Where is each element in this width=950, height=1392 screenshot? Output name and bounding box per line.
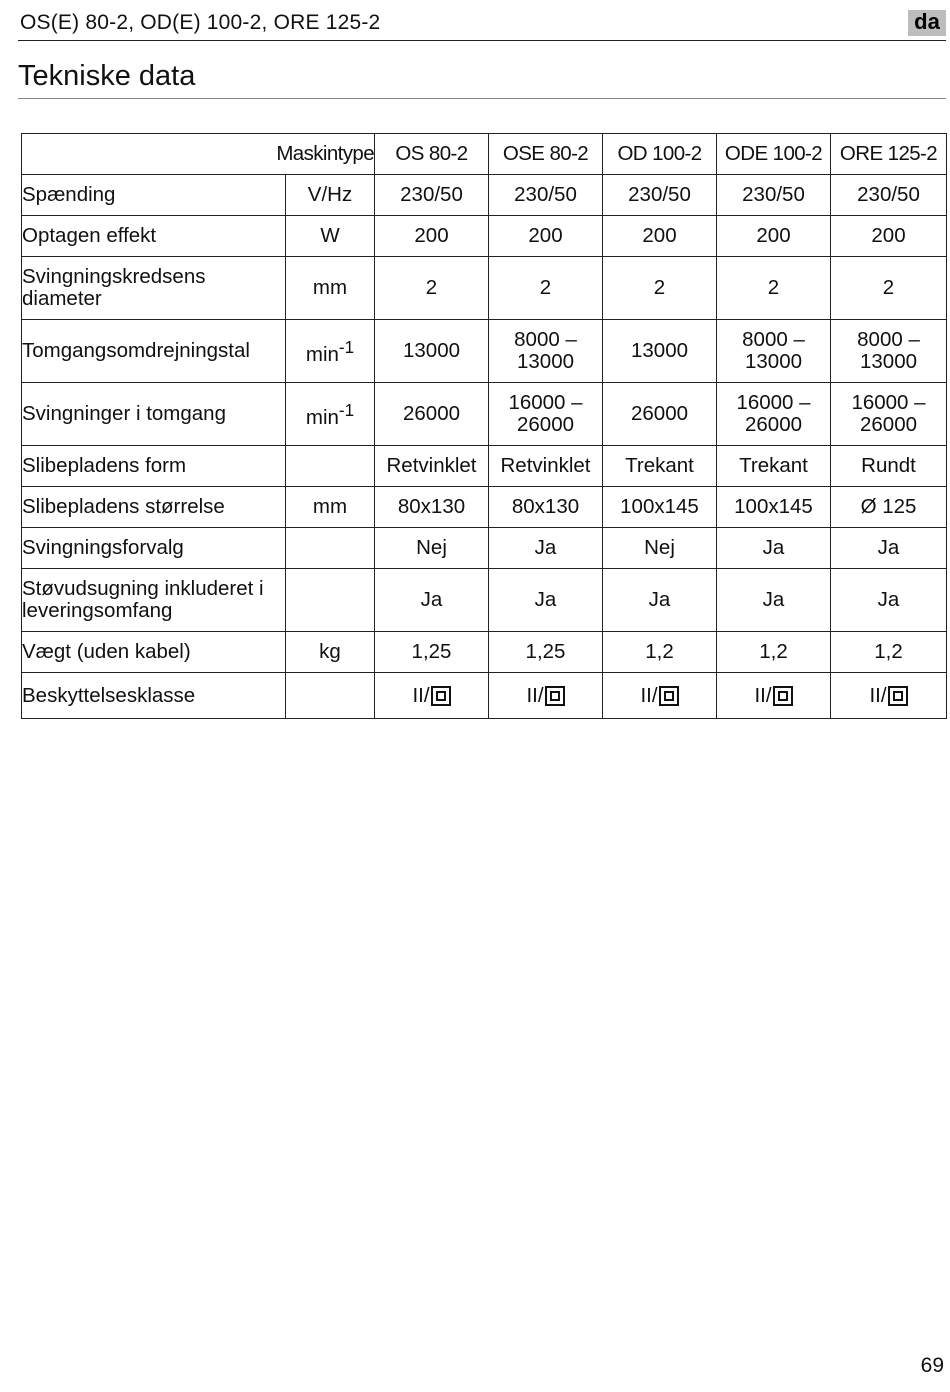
- double-insulation-icon: [659, 686, 679, 706]
- value-cell: 200: [375, 216, 489, 257]
- value-cell: 16000 – 26000: [489, 383, 603, 446]
- value-cell: Retvinklet: [375, 446, 489, 487]
- unit-text: V/Hz: [307, 183, 353, 206]
- double-insulation-icon: [773, 686, 793, 706]
- double-insulation-icon: [888, 686, 908, 706]
- protection-class-text: II/: [526, 683, 544, 707]
- value-cell: [489, 673, 603, 719]
- value-cell: 1,25: [375, 632, 489, 673]
- table-row: [22, 446, 947, 487]
- value-cell: 1,2: [717, 632, 831, 673]
- value-cell: Ja: [831, 528, 947, 569]
- row-label: Støvudsugning inkluderet i leveringsomfang: [22, 569, 286, 632]
- row-label: Slibepladens størrelse: [22, 487, 286, 528]
- row-unit: [286, 175, 375, 216]
- machine-type-header: Maskintype: [22, 134, 375, 175]
- value-cell: 1,2: [603, 632, 717, 673]
- value-cell: 100x145: [717, 487, 831, 528]
- table-header-row: [22, 134, 947, 175]
- table-row: [22, 632, 947, 673]
- value-cell: 13000: [375, 320, 489, 383]
- row-unit: [286, 569, 375, 632]
- spec-table: [21, 133, 947, 719]
- value-cell: Ja: [603, 569, 717, 632]
- value-cell: 1,2: [831, 632, 947, 673]
- value-cell: 16000 – 26000: [717, 383, 831, 446]
- table-row: [22, 175, 947, 216]
- row-label: Slibepladens form: [22, 446, 286, 487]
- value-cell: 8000 – 13000: [831, 320, 947, 383]
- double-insulation-icon: [431, 686, 451, 706]
- row-label: Optagen effekt: [22, 216, 286, 257]
- row-unit: [286, 383, 375, 446]
- protection-class-text: II/: [412, 683, 430, 707]
- unit-text: min: [305, 342, 339, 366]
- section-title: Tekniske data: [18, 60, 946, 99]
- header-title: OS(E) 80-2, OD(E) 100-2, ORE 125-2: [20, 11, 381, 34]
- unit-text: W: [320, 224, 340, 247]
- value-cell: 16000 – 26000: [831, 383, 947, 446]
- unit-exponent: -1: [338, 400, 355, 420]
- value-cell: 230/50: [717, 175, 831, 216]
- table-row: [22, 216, 947, 257]
- table-row: [22, 320, 947, 383]
- row-label: Beskyttelsesklasse: [22, 673, 286, 719]
- value-cell: 100x145: [603, 487, 717, 528]
- value-cell: 26000: [375, 383, 489, 446]
- table-row: [22, 487, 947, 528]
- row-label: Vægt (uden kabel): [22, 632, 286, 673]
- value-cell: 2: [603, 257, 717, 320]
- protection-class-text: II/: [640, 683, 658, 707]
- protection-class: [526, 685, 564, 707]
- row-label: Svingningskredsens diameter: [22, 257, 286, 320]
- protection-class: [754, 685, 792, 707]
- protection-class-text: II/: [869, 683, 887, 707]
- table-row: [22, 673, 947, 719]
- model-header: ODE 100-2: [717, 134, 831, 175]
- row-label: Svingninger i tomgang: [22, 383, 286, 446]
- value-cell: 2: [489, 257, 603, 320]
- value-cell: 200: [831, 216, 947, 257]
- row-label: Svingningsforvalg: [22, 528, 286, 569]
- page-number: 69: [920, 1354, 944, 1377]
- value-cell: [603, 673, 717, 719]
- value-cell: 2: [831, 257, 947, 320]
- language-badge: da: [908, 10, 946, 36]
- double-insulation-icon: [545, 686, 565, 706]
- protection-class-text: II/: [754, 683, 772, 707]
- value-cell: 200: [489, 216, 603, 257]
- value-cell: Ja: [375, 569, 489, 632]
- table-row: [22, 569, 947, 632]
- value-cell: Rundt: [831, 446, 947, 487]
- table-row: [22, 528, 947, 569]
- value-cell: 200: [603, 216, 717, 257]
- table-row: [22, 383, 947, 446]
- row-label: Spænding: [22, 175, 286, 216]
- value-cell: Nej: [375, 528, 489, 569]
- value-cell: Nej: [603, 528, 717, 569]
- value-cell: 230/50: [375, 175, 489, 216]
- value-cell: 230/50: [603, 175, 717, 216]
- row-label: Tomgangsomdrejningstal: [22, 320, 286, 383]
- value-cell: 230/50: [831, 175, 947, 216]
- value-cell: 26000: [603, 383, 717, 446]
- value-cell: Ja: [717, 528, 831, 569]
- unit-text: mm: [312, 276, 348, 299]
- protection-class: [412, 685, 450, 707]
- row-unit: [286, 528, 375, 569]
- value-cell: Ja: [489, 569, 603, 632]
- value-cell: 8000 – 13000: [489, 320, 603, 383]
- value-cell: 200: [717, 216, 831, 257]
- value-cell: 80x130: [489, 487, 603, 528]
- value-cell: Ja: [831, 569, 947, 632]
- model-header: OS 80-2: [375, 134, 489, 175]
- value-cell: 8000 – 13000: [717, 320, 831, 383]
- value-cell: Trekant: [603, 446, 717, 487]
- value-cell: Ø 125: [831, 487, 947, 528]
- value-cell: 2: [717, 257, 831, 320]
- model-header: OSE 80-2: [489, 134, 603, 175]
- row-unit: [286, 446, 375, 487]
- model-header: OD 100-2: [603, 134, 717, 175]
- protection-class: [640, 685, 678, 707]
- protection-class: [869, 685, 907, 707]
- row-unit: [286, 216, 375, 257]
- table-row: [22, 257, 947, 320]
- unit-text: min: [305, 405, 339, 429]
- row-unit: [286, 320, 375, 383]
- value-cell: [375, 673, 489, 719]
- value-cell: 13000: [603, 320, 717, 383]
- row-unit: [286, 632, 375, 673]
- value-cell: Trekant: [717, 446, 831, 487]
- unit-text: mm: [312, 495, 348, 518]
- unit-text: kg: [319, 640, 341, 663]
- value-cell: 2: [375, 257, 489, 320]
- value-cell: [717, 673, 831, 719]
- unit-exponent: -1: [338, 337, 355, 357]
- page-header: [18, 8, 946, 41]
- row-unit: [286, 257, 375, 320]
- row-unit: [286, 673, 375, 719]
- value-cell: [831, 673, 947, 719]
- value-cell: 1,25: [489, 632, 603, 673]
- value-cell: Ja: [489, 528, 603, 569]
- value-cell: 80x130: [375, 487, 489, 528]
- value-cell: Ja: [717, 569, 831, 632]
- row-unit: [286, 487, 375, 528]
- value-cell: Retvinklet: [489, 446, 603, 487]
- value-cell: 230/50: [489, 175, 603, 216]
- model-header: ORE 125-2: [831, 134, 947, 175]
